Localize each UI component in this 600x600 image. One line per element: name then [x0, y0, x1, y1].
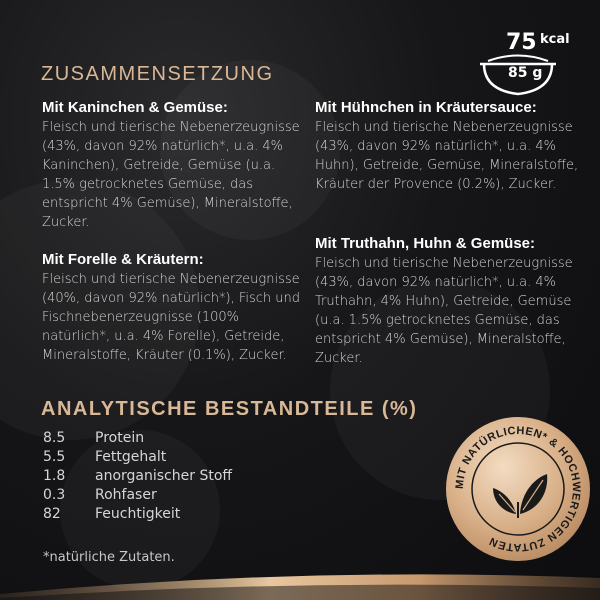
analytical-label: Fettgehalt [95, 449, 167, 465]
gold-swoosh [0, 560, 600, 600]
kcal-unit: kcal [540, 32, 570, 47]
analytical-label: Protein [95, 430, 145, 446]
analytical-value: 82 [43, 506, 61, 522]
ingredient-name: Mit Forelle & Kräutern: [42, 251, 204, 268]
ingredient-text: Fleisch und tierische Nebenerzeugnisse (43%, davon 92% natürlich*, u.a. 4% Kaninchen), Getreide, Gemüse (u.a. 1.5% getrocknetes Gemüse, das entspricht 4% Gemüse), Mineralstoffe, Zucker. [42, 120, 300, 230]
seal-text: MIT NATÜRLICHEN* & HOCHWERTIGEN ZUTATEN [453, 424, 583, 554]
ingredient-name: Mit Truthahn, Huhn & Gemüse: [315, 235, 535, 252]
footnote: *natürliche Zutaten. [43, 550, 175, 565]
ingredient-trout [42, 250, 307, 365]
ingredient-rabbit [42, 98, 307, 232]
ingredient-text: Fleisch und tierische Nebenerzeugnisse (43%, davon 92% natürlich*, u.a. 4% Truthahn, 4% Huhn), Getreide, Gemüse (u.a. 1.5% getrocknetes Gemüse, das entspricht 4% Gemüse), Mineralstoffe, Zucker. [315, 256, 573, 366]
ingredient-turkey [315, 234, 580, 368]
natural-ingredients-seal [443, 414, 593, 564]
analytical-label: Rohfaser [95, 487, 157, 503]
analytical-label: anorganischer Stoff [95, 468, 233, 484]
analytical-value: 0.3 [43, 487, 66, 503]
ingredient-name: Mit Kaninchen & Gemüse: [42, 99, 228, 116]
ingredient-text: Fleisch und tierische Nebenerzeugnisse (43%, davon 92% natürlich*, u.a. 4% Huhn), Getreide, Gemüse, Mineralstoffe, Kräuter der Provence (0.2%), Zucker. [315, 120, 579, 192]
composition-title: ZUSAMMENSETZUNG [41, 63, 274, 85]
analytical-value: 8.5 [43, 430, 66, 446]
analytical-value: 1.8 [43, 468, 66, 484]
energy-badge [478, 28, 588, 100]
ingredient-chicken [315, 98, 580, 194]
weight-value: 85 g [508, 65, 543, 81]
ingredient-text: Fleisch und tierische Nebenerzeugnisse (40%, davon 92% natürlich*), Fisch und Fischnebenerzeugnisse (100% natürlich*, u.a. 4% Forelle), Getreide, Mineralstoffe, Kräuter (0.1%), Zucker. [42, 272, 300, 363]
analytical-label: Feuchtigkeit [95, 506, 181, 522]
analytical-title: ANALYTISCHE BESTANDTEILE (%) [41, 398, 418, 420]
ingredient-name: Mit Hühnchen in Kräutersauce: [315, 99, 537, 116]
analytical-value: 5.5 [43, 449, 66, 465]
kcal-value: 75 [506, 30, 537, 55]
